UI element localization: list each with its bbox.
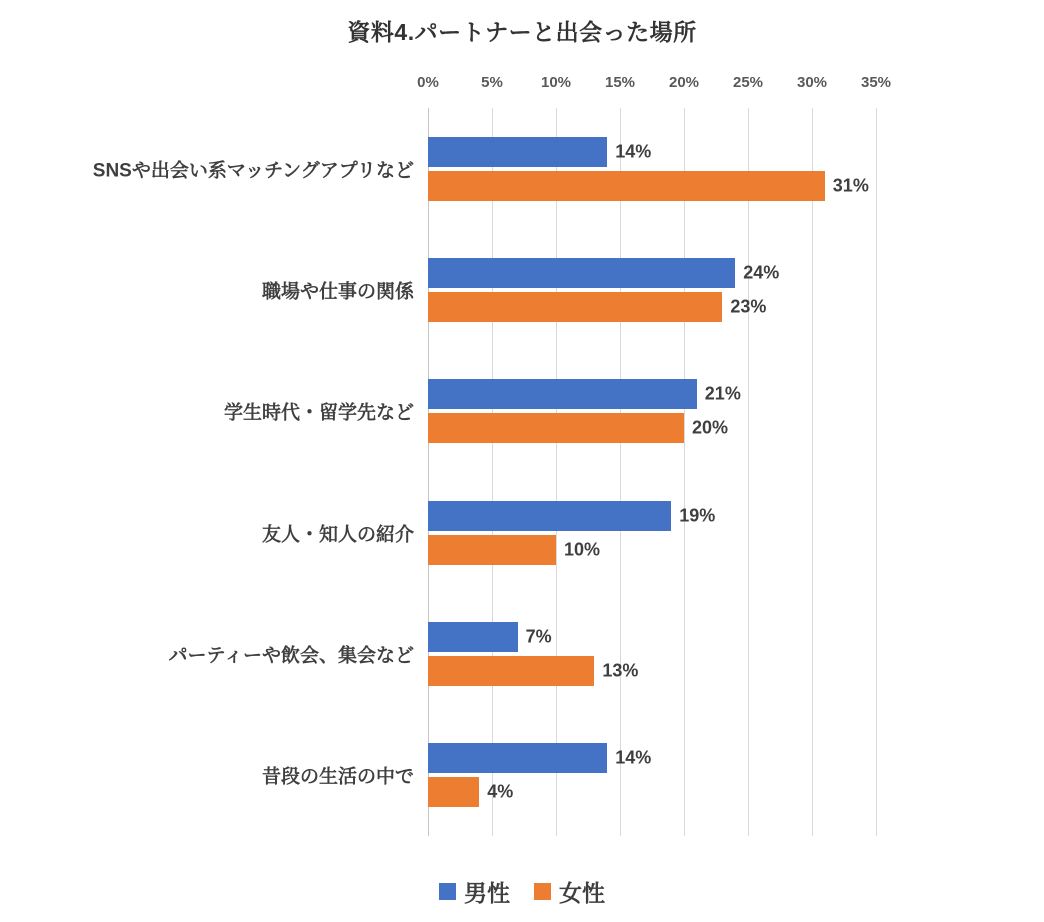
category-label: パーティーや飲会、集会など xyxy=(168,645,414,667)
bar-value-label: 14% xyxy=(615,141,652,162)
x-axis-tick-label: 10% xyxy=(540,74,572,91)
bar-value-label: 19% xyxy=(679,505,716,526)
bar xyxy=(428,656,639,686)
bar-value-label: 10% xyxy=(564,539,601,560)
legend-swatch-icon xyxy=(534,883,551,900)
x-axis-tick-label: 15% xyxy=(604,74,636,91)
x-axis-tick-label: 25% xyxy=(732,74,764,91)
bar-value-label: 14% xyxy=(615,747,652,768)
bar-value-label: 20% xyxy=(692,417,729,438)
x-axis-tick-label: 35% xyxy=(860,74,892,91)
legend-swatch-icon xyxy=(439,883,456,900)
bar xyxy=(428,413,729,443)
legend-item[interactable] xyxy=(534,875,605,908)
bar-value-label: 23% xyxy=(730,296,767,317)
bar-group xyxy=(261,229,876,350)
bar-value-label: 13% xyxy=(602,660,639,681)
category-label: SNSや出会い系マッチングアプリなど xyxy=(92,160,414,182)
bar-group xyxy=(261,715,876,836)
bar xyxy=(428,171,869,201)
bar xyxy=(428,379,741,409)
category-label: 職場や仕事の関係 xyxy=(261,281,414,303)
legend-label: 男性 xyxy=(464,880,510,906)
x-axis-tick-labels xyxy=(417,74,892,98)
bar xyxy=(428,777,514,807)
bar-group xyxy=(92,108,876,229)
bar-group xyxy=(168,593,876,714)
bar-value-label: 24% xyxy=(743,262,780,283)
bar-group xyxy=(261,472,876,593)
category-label: 昔段の生活の中で xyxy=(261,766,414,788)
gridline xyxy=(876,108,877,836)
bar-value-label: 7% xyxy=(525,626,552,647)
bar xyxy=(428,501,716,531)
bar xyxy=(428,535,601,565)
plot-area xyxy=(92,108,876,836)
x-axis-tick-label: 5% xyxy=(481,74,503,91)
bar-value-label: 4% xyxy=(487,781,514,802)
category-label: 友人・知人の紹介 xyxy=(261,524,414,546)
bar xyxy=(428,258,780,288)
bar xyxy=(428,622,552,652)
x-axis-tick-label: 20% xyxy=(668,74,700,91)
legend-item[interactable] xyxy=(439,875,510,908)
legend-label: 女性 xyxy=(559,880,605,906)
category-label: 学生時代・留学先など xyxy=(223,402,414,424)
x-axis-tick-label: 30% xyxy=(796,74,828,91)
chart-title: 資料4.パートナーと出会った場所 xyxy=(347,19,697,45)
bar-value-label: 21% xyxy=(704,383,741,404)
bar xyxy=(428,137,652,167)
bar xyxy=(428,743,652,773)
bar-value-label: 31% xyxy=(832,175,869,196)
x-axis-tick-label: 0% xyxy=(417,74,439,91)
bar-group xyxy=(223,351,876,472)
chart-legend xyxy=(0,875,1044,908)
bar xyxy=(428,292,767,322)
